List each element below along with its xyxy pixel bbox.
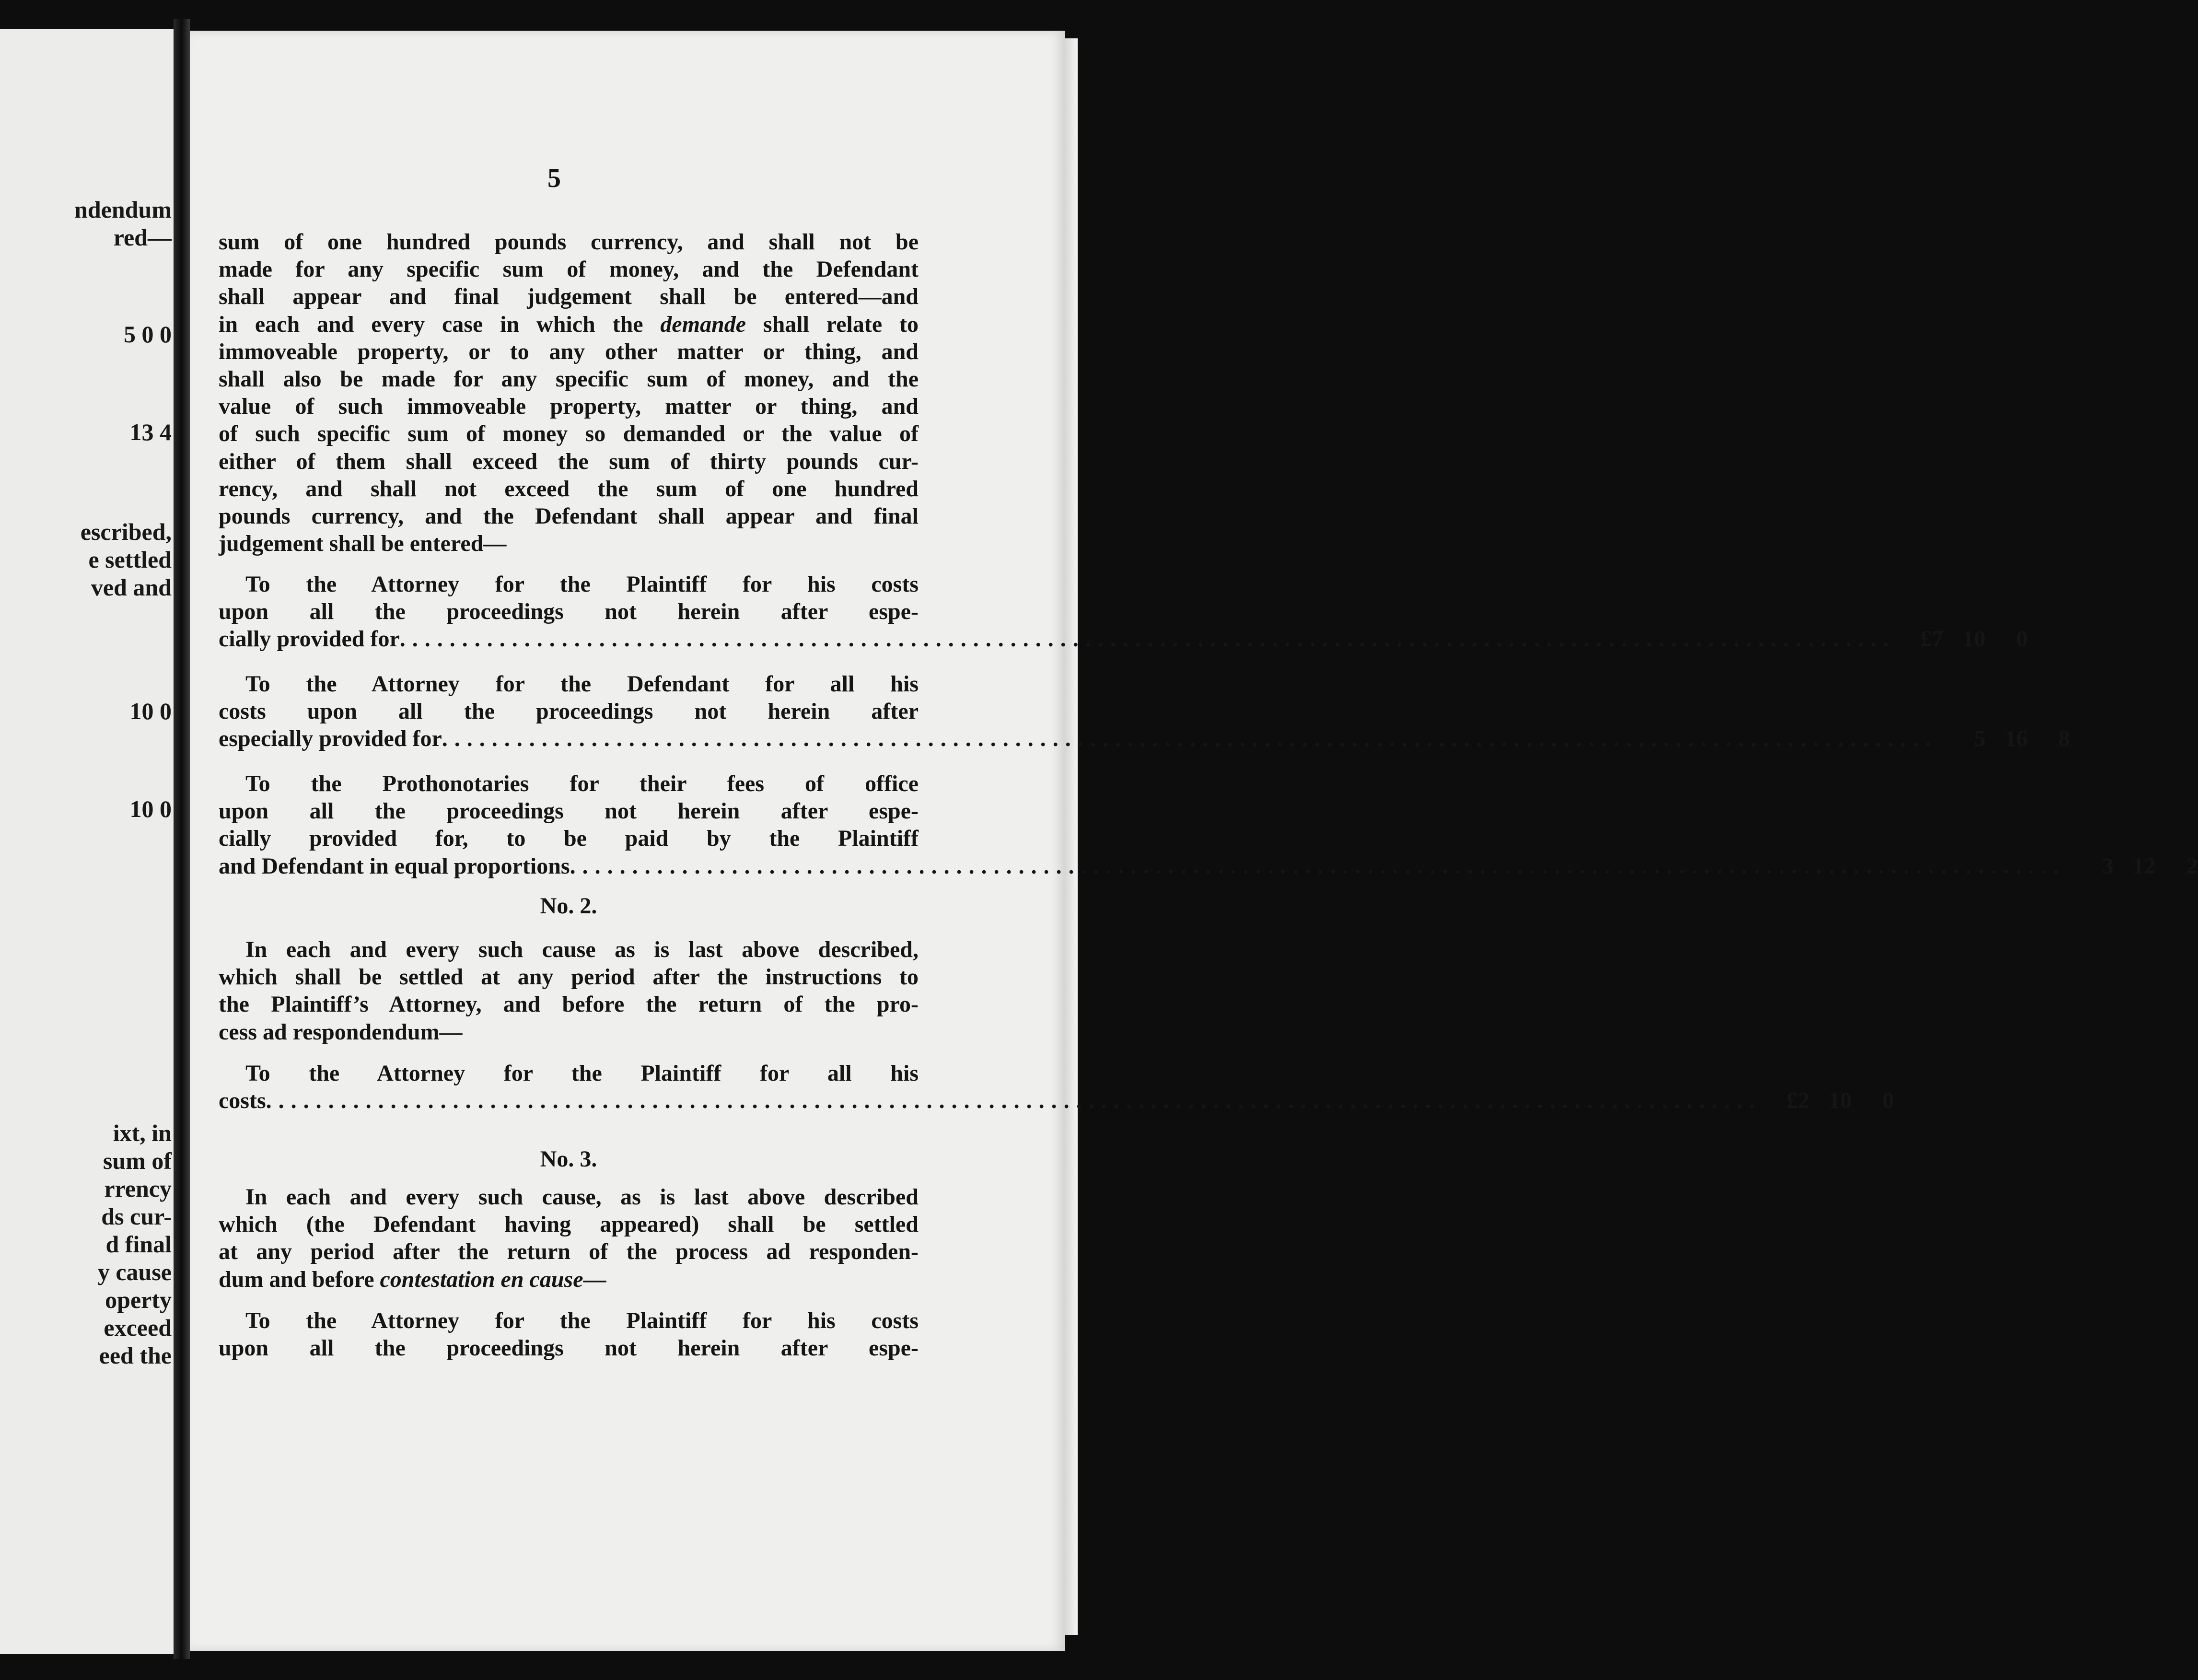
item-amount-line	[219, 725, 2070, 752]
item-line: To the Attorney for the Plaintiff for all his	[245, 1061, 919, 1086]
prev-page-fragment: y cause	[97, 1259, 172, 1285]
page-edge	[1065, 38, 1078, 1635]
text-line: In each and every such cause, as is last above described	[245, 1184, 919, 1210]
prev-page-fragment: 10 0	[129, 795, 172, 822]
text-line: in each and every case in which the demande shall relate to	[219, 311, 919, 337]
text-line: of such specific sum of money so demanded or the value of	[219, 421, 919, 447]
item-amount-line	[219, 852, 2198, 880]
prev-page-fragment: rrency	[104, 1175, 172, 1202]
dot-leader: ........................................................................................................................	[266, 1088, 1762, 1114]
section-2-paragraph	[219, 936, 919, 1046]
amount-pence: 8	[2058, 726, 2070, 752]
text-line: cess ad respondendum—	[219, 1019, 463, 1045]
item-line: To the Attorney for the Defendant for all his	[245, 671, 919, 697]
prev-page-fragment: escribed,	[80, 518, 172, 545]
section-3-item	[219, 1307, 919, 1362]
text-line: which shall be settled at any period after the instructions to	[219, 964, 919, 990]
dot-leader: ........................................................................................................................	[570, 853, 2066, 879]
prev-page-fragment: e settled	[88, 546, 172, 573]
amount-pounds: 3	[2102, 853, 2114, 879]
text-line: judgement shall be entered—	[219, 531, 507, 557]
text-line: either of them shall exceed the sum of thirty pounds cur-	[219, 448, 919, 474]
amount	[1938, 725, 2070, 752]
item-line: cially provided for, to be paid by the Plaintiff	[219, 826, 919, 852]
text-line: value of such immoveable property, matter or thing, and	[219, 394, 919, 420]
text-line: shall also be made for any specific sum of money, and the	[219, 366, 919, 392]
section-2-item	[219, 1060, 1894, 1114]
text-line: at any period after the return of the process ad responden-	[219, 1239, 919, 1265]
item-line: costs upon all the proceedings not herein after	[219, 699, 919, 724]
prev-page-fragment: ved and	[91, 574, 172, 601]
amount-shillings: 12	[2132, 853, 2156, 879]
section-heading-no-3: No. 3.	[540, 1146, 597, 1172]
section-3-paragraph	[219, 1183, 919, 1293]
item-description: cially provided for	[219, 626, 400, 652]
dot-leader: ........................................................................................................................	[399, 626, 1896, 652]
prev-page-fragment: ndendum	[74, 196, 172, 223]
prev-page-fragment: 10 0	[129, 698, 172, 724]
prev-page-fragment: ds cur-	[101, 1203, 172, 1230]
amount-pence: 0	[2016, 626, 2028, 652]
prev-page-fragment: exceed	[104, 1314, 172, 1341]
prev-page-fragment: red—	[113, 224, 172, 251]
previous-page	[0, 29, 174, 1654]
prev-page-fragment: sum of	[103, 1147, 172, 1174]
amount-pence: 2	[2186, 853, 2198, 879]
fee-item	[219, 770, 2198, 880]
amount	[1896, 625, 2028, 653]
text-line: shall appear and final judgement shall be entered—and	[219, 284, 919, 310]
page-number: 5	[547, 163, 561, 193]
text-line: the Plaintiff’s Attorney, and before the return of the pro-	[219, 992, 919, 1017]
item-line: upon all the proceedings not herein after espe-	[219, 1335, 919, 1361]
item-description: costs	[219, 1088, 266, 1114]
item-line: upon all the proceedings not herein after espe-	[219, 599, 919, 625]
amount-shillings: 16	[2004, 726, 2028, 752]
item-amount-line	[219, 1087, 1894, 1114]
prev-page-fragment: 5 0 0	[124, 321, 172, 348]
intro-paragraph	[219, 228, 919, 557]
item-line: To the Prothonotaries for their fees of office	[245, 771, 919, 796]
amount	[1762, 1087, 1894, 1114]
prev-page-fragment: ixt, in	[113, 1120, 172, 1146]
item-line: To the Attorney for the Plaintiff for his costs	[245, 1308, 919, 1333]
item-amount-line	[219, 625, 2028, 653]
fee-item	[219, 571, 2028, 653]
fee-item	[219, 670, 2070, 753]
dot-leader: ........................................................................................................................	[442, 726, 1938, 752]
item-line: To the Attorney for the Plaintiff for his costs	[245, 572, 919, 597]
amount-shillings: 10	[1962, 626, 1986, 652]
text-line: made for any specific sum of money, and the Defendant	[219, 257, 919, 282]
text-line: immoveable property, or to any other matter or thing, and	[219, 338, 919, 364]
prev-page-fragment: operty	[105, 1286, 172, 1313]
prev-page-fragment: 13 4	[129, 419, 172, 445]
item-description: and Defendant in equal proportions	[219, 853, 570, 879]
text-line: rency, and shall not exceed the sum of one hundred	[219, 476, 919, 502]
item-description: especially provided for	[219, 726, 442, 752]
book-gutter	[174, 19, 190, 1659]
prev-page-fragment: eed the	[99, 1342, 172, 1369]
text-line: sum of one hundred pounds currency, and shall not be	[219, 229, 919, 255]
amount-pence: 0	[1882, 1088, 1894, 1114]
text-line: which (the Defendant having appeared) shall be settled	[219, 1212, 919, 1237]
section-heading-no-2: No. 2.	[540, 893, 597, 919]
amount	[2066, 852, 2198, 880]
amount-pounds: 5	[1974, 726, 1986, 752]
amount-shillings: 10	[1828, 1088, 1852, 1114]
text-line: In each and every such cause as is last above described,	[245, 937, 919, 962]
item-line: upon all the proceedings not herein after espe-	[219, 798, 919, 824]
amount-pounds: £7	[1920, 626, 1943, 652]
amount-pounds: £2	[1786, 1088, 1810, 1114]
prev-page-fragment: d final	[105, 1231, 172, 1258]
text-line: dum and before contestation en cause—	[219, 1266, 606, 1292]
text-line: pounds currency, and the Defendant shall appear and final	[219, 503, 919, 529]
